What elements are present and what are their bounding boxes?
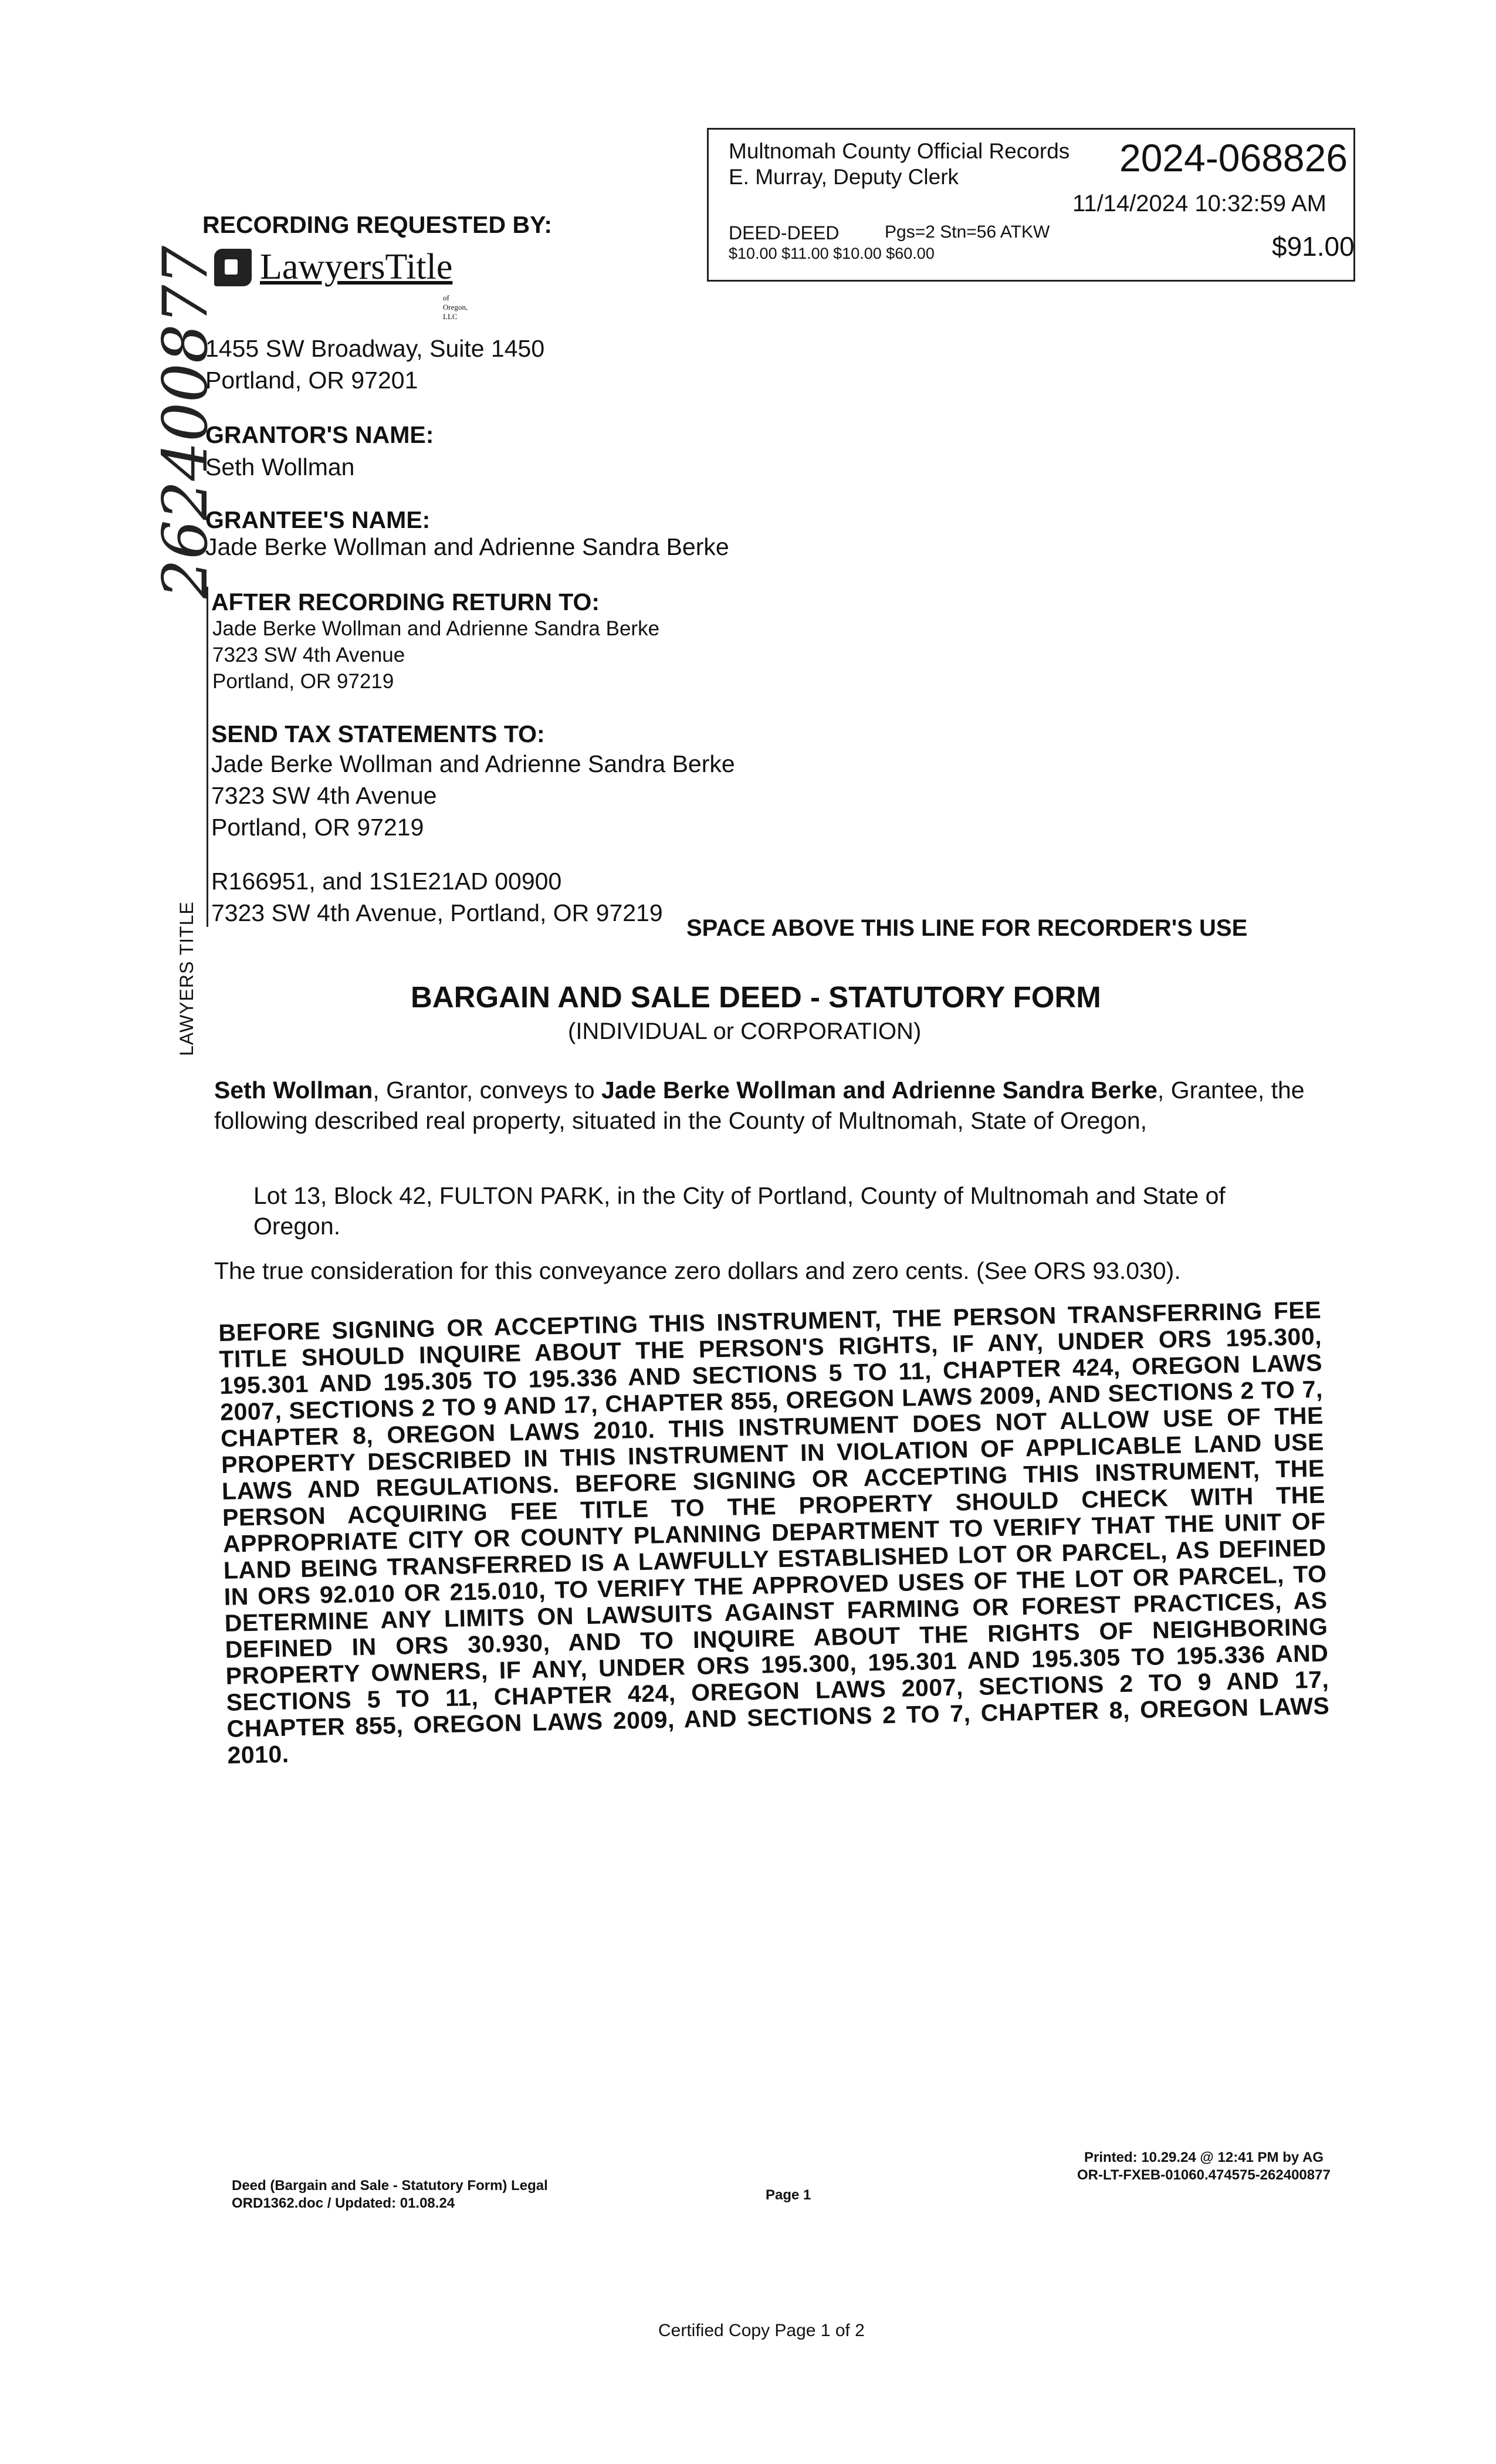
document-type: DEED-DEED — [729, 222, 840, 243]
recorder-clerk: E. Murray, Deputy Clerk — [729, 165, 959, 189]
tax-line3: Portland, OR 97219 — [211, 814, 424, 841]
requested-address-line1: 1455 SW Broadway, Suite 1450 — [205, 335, 545, 362]
footer-form-file: ORD1362.doc / Updated: 01.08.24 — [232, 2195, 455, 2211]
grantee-name: Jade Berke Wollman and Adrienne Sandra Berke — [205, 533, 729, 560]
parcel-address: 7323 SW 4th Avenue, Portland, OR 97219 — [211, 899, 663, 926]
tax-line1: Jade Berke Wollman and Adrienne Sandra Berke — [211, 750, 735, 777]
deed-subtitle: (INDIVIDUAL or CORPORATION) — [568, 1018, 922, 1044]
margin-line — [207, 587, 208, 927]
conveys-rest-text: , Grantee, the following described real property, situated in the County of Multnomah, State of Oregon, — [214, 1077, 1305, 1134]
footer-printed: Printed: 10.29.24 @ 12:41 PM by AG — [1084, 2150, 1324, 2165]
handwritten-number: 262400877 — [150, 245, 221, 598]
lawyers-title-logo — [214, 246, 468, 321]
return-to-line1: Jade Berke Wollman and Adrienne Sandra Berke — [212, 617, 660, 640]
recording-number: 2024-068826 — [1119, 136, 1348, 180]
conveys-text: , Grantor, conveys to — [373, 1077, 602, 1104]
grantor-heading: GRANTOR'S NAME: — [205, 421, 434, 448]
footer-reference: OR-LT-FXEB-01060.474575-262400877 — [1077, 2167, 1331, 2183]
footer-form-name: Deed (Bargain and Sale - Statutory Form) Legal — [232, 2178, 548, 2194]
statutory-warning: BEFORE SIGNING OR ACCEPTING THIS INSTRUMENT, THE PERSON TRANSFERRING FEE TITLE SHOULD INQUIRE ABOUT THE PERSON'S RIGHTS, IF ANY, UNDER ORS 195.300, 195.301 AND 195.305 TO 195.336 AND SECTIONS 5 TO 11, CHAPTER 424, OREGON LAWS 2007, SECTIONS 2 TO 9 AND 17, CHAPTER 855, OREGON LAWS 2009, AND SECTIONS 2 TO 7, CHAPTER 8, OREGON LAWS 2010. THIS INSTRUMENT DOES NOT ALLOW USE OF THE PROPERTY DESCRIBED IN THIS INSTRUMENT IN VIOLATION OF APPLICABLE LAND USE LAWS AND REGULATIONS. BEFORE SIGNING OR ACCEPTING THIS INSTRUMENT, THE PERSON ACQUIRING FEE TITLE TO THE PROPERTY SHOULD CHECK WITH THE APPROPRIATE CITY OR COUNTY PLANNING DEPARTMENT TO VERIFY THAT THE UNIT OF LAND BEING TRANSFERRED IS A LAWFULLY ESTABLISHED LOT OR PARCEL, AS DEFINED IN ORS 92.010 OR 215.010, TO VERIFY THE APPROVED USES OF THE LOT OR PARCEL, TO DETERMINE ANY LIMITS ON LAWSUITS AGAINST FARMING OR FOREST PRACTICES, AS DEFINED IN ORS 30.930, AND TO INQUIRE ABOUT THE RIGHTS OF NEIGHBORING PROPERTY OWNERS, IF ANY, UNDER ORS 195.300, 195.301 AND 195.305 TO 195.336 AND SECTIONS 5 TO 11, CHAPTER 424, OREGON LAWS 2007, SECTIONS 2 TO 9 AND 17, CHAPTER 855, OREGON LAWS 2009, AND SECTIONS 2 TO 7, CHAPTER 8, OREGON LAWS 2010. — [218, 1296, 1330, 1769]
requested-address-line2: Portland, OR 97201 — [205, 367, 418, 394]
grantee-bold: Jade Berke Wollman and Adrienne Sandra Berke — [601, 1077, 1157, 1104]
footer-page: Page 1 — [766, 2187, 811, 2203]
recording-datetime: 11/14/2024 10:32:59 AM — [1072, 191, 1326, 216]
grantor-bold: Seth Wollman — [214, 1077, 373, 1104]
tax-heading: SEND TAX STATEMENTS TO: — [211, 720, 545, 747]
legal-description: Lot 13, Block 42, FULTON PARK, in the City of Portland, County of Multnomah and State of Oregon. — [253, 1182, 1226, 1240]
fee-breakdown: $10.00 $11.00 $10.00 $60.00 — [729, 245, 935, 262]
requested-by-heading: RECORDING REQUESTED BY: — [202, 211, 553, 238]
consideration-statement: The true consideration for this conveyance zero dollars and zero cents. (See ORS 93.030). — [214, 1257, 1181, 1284]
return-to-line3: Portland, OR 97219 — [212, 670, 394, 693]
fee-total: $91.00 — [1272, 231, 1355, 262]
return-to-heading: AFTER RECORDING RETURN TO: — [211, 588, 600, 615]
certified-copy-note: Certified Copy Page 1 of 2 — [658, 2321, 865, 2340]
conveyance-paragraph — [214, 1075, 1329, 1136]
parcel-ids: R166951, and 1S1E21AD 00900 — [211, 868, 562, 895]
recorder-space-note: SPACE ABOVE THIS LINE FOR RECORDER'S USE — [686, 915, 1248, 941]
logo-subtitle: of Oregon, LLC — [443, 293, 468, 321]
page-station-info: Pgs=2 Stn=56 ATKW — [885, 222, 1050, 242]
lawyers-title-side-label: LAWYERS TITLE — [176, 901, 197, 1056]
recorder-stamp-box — [707, 128, 1355, 282]
recorder-office: Multnomah County Official Records — [729, 139, 1070, 163]
grantor-name: Seth Wollman — [205, 453, 355, 480]
grantee-heading: GRANTEE'S NAME: — [205, 506, 431, 533]
return-to-line2: 7323 SW 4th Avenue — [212, 644, 405, 666]
deed-title: BARGAIN AND SALE DEED - STATUTORY FORM — [411, 980, 1101, 1014]
tax-line2: 7323 SW 4th Avenue — [211, 782, 437, 809]
logo-wordmark: LawyersTitle — [260, 247, 453, 287]
